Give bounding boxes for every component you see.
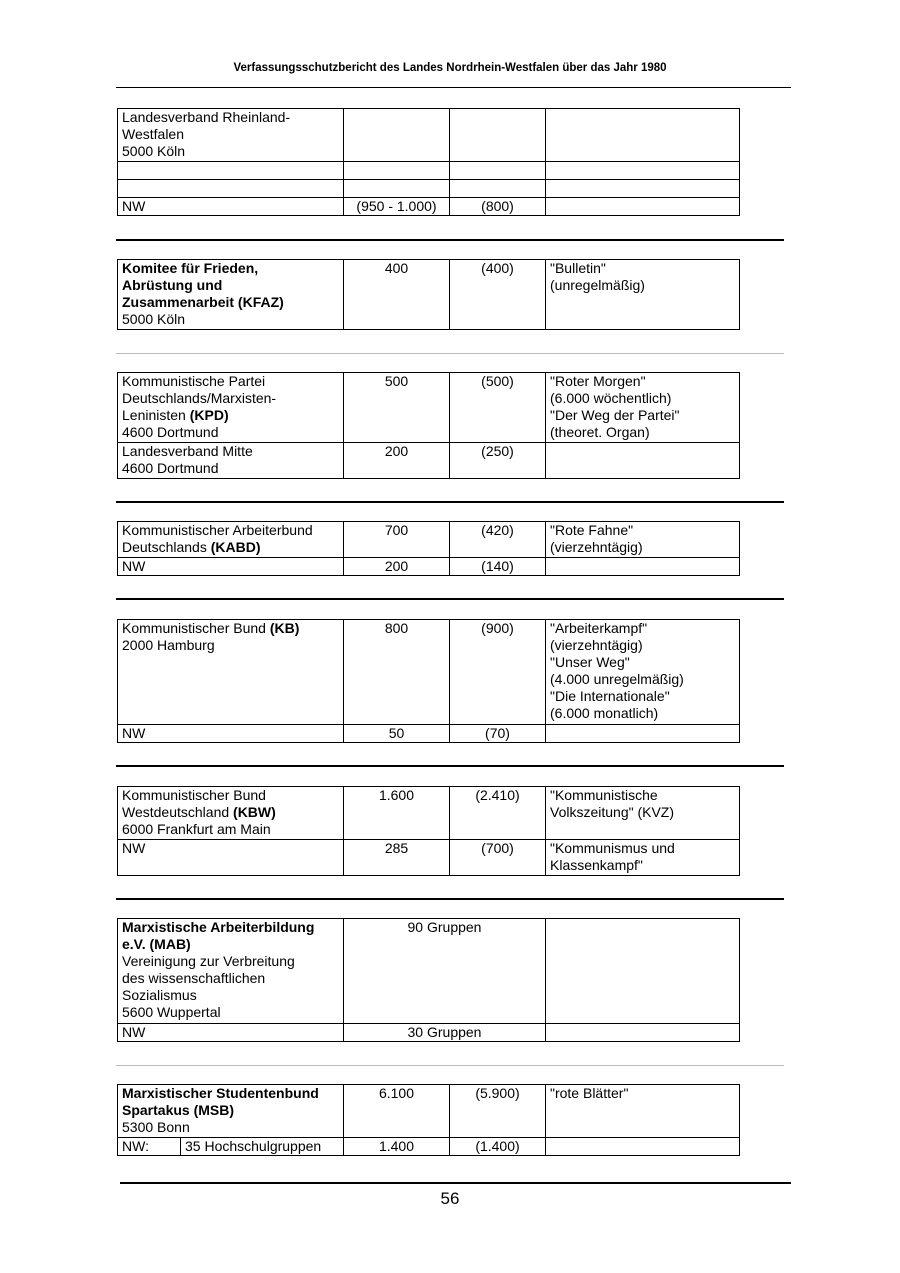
org-name-cell bbox=[118, 620, 344, 725]
publication-line: (6.000 wöchentlich) bbox=[550, 390, 672, 406]
publication-line: "Bulletin" bbox=[550, 260, 606, 276]
publication-line: (vierzehntägig) bbox=[550, 539, 643, 555]
sub-prev-members: (250) bbox=[450, 443, 546, 479]
publication-cell bbox=[546, 522, 740, 558]
publication-line: "Kommunismus und bbox=[550, 840, 675, 856]
table-landesverband-rheinland-westfalen bbox=[117, 108, 740, 216]
org-name-line: Kommunistischer Bund bbox=[122, 620, 270, 636]
header-rule bbox=[116, 87, 791, 88]
org-city: 5600 Wuppertal bbox=[122, 1004, 221, 1020]
publication-line: (4.000 unregelmäßig) bbox=[550, 671, 684, 687]
org-city: 5300 Bonn bbox=[122, 1119, 190, 1135]
org-abbreviation: (KPD) bbox=[189, 407, 229, 423]
org-name-cell bbox=[118, 109, 344, 162]
publication-line: Volkszeitung" (KVZ) bbox=[550, 804, 675, 820]
nw-prev-members: (800) bbox=[450, 198, 546, 216]
org-name-line: Marxistische Arbeiterbildung bbox=[122, 919, 315, 935]
page-header: Verfassungsschutzbericht des Landes Nordrhein-Westfalen über das Jahr 1980 bbox=[233, 62, 667, 74]
org-name-line: Deutschlands/Marxisten- bbox=[122, 390, 277, 406]
org-name-cell bbox=[118, 522, 344, 558]
section-separator bbox=[116, 598, 784, 600]
org-name-line: Leninisten bbox=[122, 407, 190, 423]
org-name-line: Kommunistischer Bund bbox=[122, 787, 266, 803]
members-cell: 1.600 bbox=[344, 787, 450, 840]
table-kfaz bbox=[117, 259, 740, 330]
members-cell: 500 bbox=[344, 373, 450, 443]
publication-line: (6.000 monatlich) bbox=[550, 705, 659, 721]
org-name-cell bbox=[118, 787, 344, 840]
sub-org-name: Landesverband Mitte bbox=[122, 443, 253, 459]
org-name-line: Spartakus (MSB) bbox=[122, 1102, 235, 1118]
prev-members-cell: (900) bbox=[450, 620, 546, 725]
prev-members-cell: (2.410) bbox=[450, 787, 546, 840]
footer-rule bbox=[120, 1182, 791, 1184]
publication-cell bbox=[546, 787, 740, 840]
org-city: 5000 Köln bbox=[122, 311, 186, 327]
nw-prev-members: (1.400) bbox=[450, 1138, 546, 1156]
nw-prev-members: (140) bbox=[450, 558, 546, 576]
table-kpd bbox=[117, 372, 740, 479]
publication-line: "Kommunistische bbox=[550, 787, 658, 803]
org-abbreviation: (KABD) bbox=[210, 539, 261, 555]
nw-members: 50 bbox=[344, 725, 450, 743]
org-name-line: Westfalen bbox=[122, 126, 184, 142]
section-separator bbox=[116, 501, 784, 503]
publication-line: "Arbeiterkampf" bbox=[550, 620, 648, 636]
section-separator bbox=[116, 239, 784, 241]
org-description: Sozialismus bbox=[122, 987, 197, 1003]
nw-members: 200 bbox=[344, 558, 450, 576]
prev-members-cell: (500) bbox=[450, 373, 546, 443]
table-msb bbox=[117, 1084, 740, 1156]
publication-cell bbox=[546, 260, 740, 330]
publication-line: "Roter Morgen" bbox=[550, 373, 646, 389]
publication-line: "Rote Fahne" bbox=[550, 522, 634, 538]
publication-line: (unregelmäßig) bbox=[550, 277, 645, 293]
nw-split-cell bbox=[118, 1138, 344, 1156]
publication-line: "rote Blätter" bbox=[550, 1085, 629, 1101]
section-separator bbox=[116, 353, 784, 354]
publication-line: Klassenkampf" bbox=[550, 857, 643, 873]
publication-line: (vierzehntägig) bbox=[550, 637, 643, 653]
page-number: 56 bbox=[440, 1189, 460, 1208]
org-city: 4600 Dortmund bbox=[122, 424, 219, 440]
nw-prev-members: (70) bbox=[450, 725, 546, 743]
org-name-line: Kommunistische Partei bbox=[122, 373, 266, 389]
nw-label: NW bbox=[118, 840, 344, 876]
nw-prev-members: (700) bbox=[450, 840, 546, 876]
publication-cell bbox=[546, 109, 740, 162]
members-cell: 400 bbox=[344, 260, 450, 330]
publication-cell bbox=[546, 620, 740, 725]
publication-line: "Unser Weg" bbox=[550, 654, 630, 670]
publication-line: "Die Internationale" bbox=[550, 688, 670, 704]
org-name-line: e.V. (MAB) bbox=[122, 936, 191, 952]
prev-members-cell bbox=[450, 109, 546, 162]
publication-cell bbox=[546, 1085, 740, 1138]
prev-members-cell: (400) bbox=[450, 260, 546, 330]
org-name-line: Westdeutschland bbox=[122, 804, 234, 820]
publication-cell bbox=[546, 373, 740, 443]
org-city: 2000 Hamburg bbox=[122, 637, 215, 653]
org-description: Vereinigung zur Verbreitung bbox=[122, 953, 295, 969]
org-abbreviation: (KBW) bbox=[233, 804, 276, 820]
sub-members: 200 bbox=[344, 443, 450, 479]
org-description: des wissenschaftlichen bbox=[122, 970, 266, 986]
nw-label: NW: bbox=[122, 1138, 149, 1154]
nw-groups: 30 Gruppen bbox=[344, 1024, 546, 1042]
nw-groups: 35 Hochschulgruppen bbox=[181, 1138, 344, 1155]
groups-cell: 90 Gruppen bbox=[344, 919, 546, 1024]
nw-members: (950 - 1.000) bbox=[344, 198, 450, 216]
nw-label: NW bbox=[118, 558, 344, 576]
sub-org-city: 4600 Dortmund bbox=[122, 460, 219, 476]
org-name-cell bbox=[118, 373, 344, 443]
nw-members: 285 bbox=[344, 840, 450, 876]
org-name-line: Deutschlands bbox=[122, 539, 211, 555]
org-name-line: Zusammenarbeit (KFAZ) bbox=[122, 294, 284, 310]
section-separator bbox=[116, 1065, 784, 1066]
org-name-cell bbox=[118, 1085, 344, 1138]
nw-subtable bbox=[118, 1138, 343, 1155]
nw-label: NW bbox=[118, 1024, 344, 1042]
publication-line: "Der Weg der Partei" bbox=[550, 407, 680, 423]
org-city: 5000 Köln bbox=[122, 143, 186, 159]
prev-members-cell: (420) bbox=[450, 522, 546, 558]
org-name-line: Kommunistischer Arbeiterbund bbox=[122, 522, 313, 538]
members-cell: 800 bbox=[344, 620, 450, 725]
org-name-line: Komitee für Frieden, bbox=[122, 260, 259, 276]
org-name-line: Marxistischer Studentenbund bbox=[122, 1085, 319, 1101]
org-name-line: Landesverband Rheinland- bbox=[122, 109, 291, 125]
org-name-line: Abrüstung und bbox=[122, 277, 223, 293]
section-separator bbox=[116, 765, 784, 767]
org-abbreviation: (KB) bbox=[269, 620, 300, 636]
org-name-cell bbox=[118, 260, 344, 330]
nw-label: NW bbox=[118, 198, 344, 216]
section-separator bbox=[116, 898, 784, 900]
nw-publication-cell bbox=[546, 840, 740, 876]
table-kabd bbox=[117, 521, 740, 576]
nw-label: NW bbox=[118, 725, 344, 743]
table-mab bbox=[117, 918, 740, 1042]
nw-members: 1.400 bbox=[344, 1138, 450, 1156]
table-kb bbox=[117, 619, 740, 743]
table-kbw bbox=[117, 786, 740, 876]
publication-line: (theoret. Organ) bbox=[550, 424, 650, 440]
members-cell: 6.100 bbox=[344, 1085, 450, 1138]
org-name-cell bbox=[118, 919, 344, 1024]
org-city: 6000 Frankfurt am Main bbox=[122, 821, 271, 837]
sub-org-cell bbox=[118, 443, 344, 479]
prev-members-cell: (5.900) bbox=[450, 1085, 546, 1138]
members-cell: 700 bbox=[344, 522, 450, 558]
members-cell bbox=[344, 109, 450, 162]
